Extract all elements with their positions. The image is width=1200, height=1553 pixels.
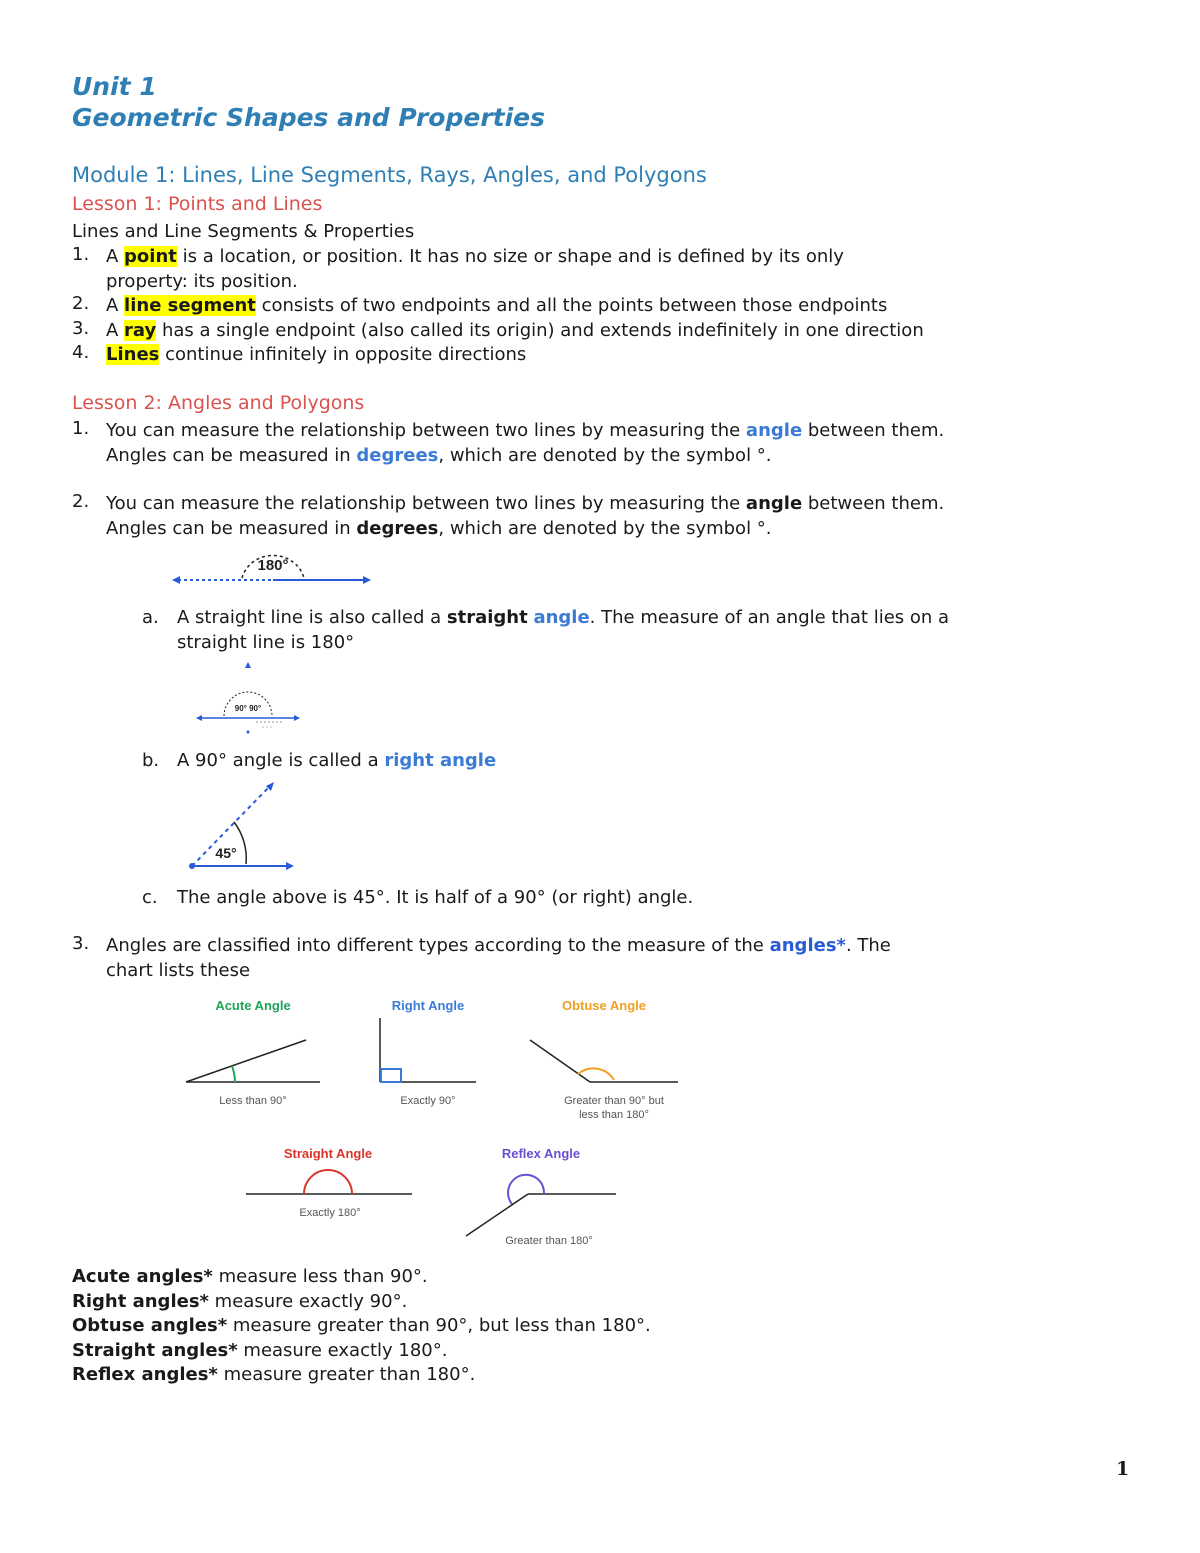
item-text: , which are denoted by the symbol °. — [438, 518, 772, 539]
acute-caption: Less than 90° — [219, 1095, 287, 1107]
definition-item — [72, 1313, 651, 1338]
angle-types-chart — [180, 994, 700, 1250]
term-right-angle: right angle — [384, 750, 497, 771]
list-number: 2. — [72, 491, 90, 512]
list-item-continued: chart lists these — [106, 960, 251, 981]
list-item — [106, 491, 944, 516]
definition-text: measure greater than 90°, but less than 180°. — [227, 1315, 651, 1336]
arrow-right-icon — [363, 576, 371, 584]
list-item — [106, 293, 887, 318]
angle-label: 90° 90° — [234, 704, 262, 713]
lesson1-title: Lesson 1: Points and Lines — [72, 193, 323, 215]
list-number: 1. — [72, 418, 90, 439]
right-title: Right Angle — [391, 998, 465, 1013]
list-item — [106, 418, 944, 443]
item-text: between them. — [802, 493, 945, 514]
straight-arc — [304, 1170, 352, 1194]
list-number: 2. — [72, 293, 90, 314]
straight-title: Straight Angle — [283, 1146, 373, 1161]
list-number: 3. — [72, 933, 90, 954]
angle-label: 45° — [215, 845, 237, 861]
obtuse-caption-2: less than 180° — [579, 1109, 649, 1121]
list-item — [106, 342, 526, 367]
straight-angle-figure — [168, 544, 378, 590]
definition-item — [72, 1264, 428, 1289]
sub-item — [177, 748, 496, 773]
item-text: A 90° angle is called a — [177, 750, 385, 771]
definition-term: Straight angles* — [72, 1340, 238, 1361]
item-text: between them. — [802, 420, 945, 441]
definition-term: Right angles* — [72, 1291, 209, 1312]
item-text: is a location, or position. It has no size or shape and is defined by its only — [176, 246, 844, 267]
sub-letter: b. — [142, 750, 160, 771]
obtuse-caption-1: Greater than 90° but — [564, 1095, 664, 1107]
item-text: A straight line is also called a — [177, 607, 447, 628]
item-text: Angles can be measured in — [106, 445, 357, 466]
unit-subtitle: Geometric Shapes and Properties — [72, 103, 545, 132]
definition-term: Acute angles* — [72, 1266, 213, 1287]
item-text: . The measure of an angle that lies on a — [589, 607, 950, 628]
item-text: has a single endpoint (also called its origin) and extends indefinitely in one direction — [156, 320, 924, 341]
reflex-arc — [508, 1175, 544, 1204]
lesson1-heading: Lines and Line Segments & Properties — [72, 221, 415, 242]
list-number: 4. — [72, 342, 90, 363]
definition-text: measure less than 90°. — [212, 1266, 428, 1287]
list-number: 1. — [72, 244, 90, 265]
term-angles: angles* — [769, 935, 846, 956]
module-title: Module 1: Lines, Line Segments, Rays, Angles, and Polygons — [72, 163, 707, 187]
term-line-segment: line segment — [124, 295, 256, 316]
angle-label: 180° — [257, 557, 289, 574]
definition-term: Obtuse angles* — [72, 1315, 228, 1336]
item-text: . The — [845, 935, 891, 956]
item-text: You can measure the relationship between two lines by measuring the — [106, 420, 746, 441]
term-degrees: degrees — [356, 445, 439, 466]
item-text: A — [106, 295, 125, 316]
acute-arc — [232, 1066, 235, 1082]
list-item — [106, 244, 844, 269]
item-text: continue infinitely in opposite directions — [159, 344, 527, 365]
obtuse-title: Obtuse Angle — [561, 998, 647, 1013]
definition-item — [72, 1289, 407, 1314]
acute-ray — [186, 1040, 306, 1082]
definition-term: Reflex angles* — [72, 1364, 218, 1385]
sub-item: The angle above is 45°. It is half of a 90° (or right) angle. — [177, 887, 694, 908]
acute-title: Acute Angle — [215, 998, 291, 1013]
list-item-continued — [106, 516, 772, 541]
arrow-right-icon — [286, 862, 294, 870]
term-lines: Lines — [106, 344, 160, 365]
sub-item — [177, 605, 949, 630]
sub-letter: a. — [142, 607, 159, 628]
term-degrees: degrees — [356, 518, 439, 539]
reflex-title: Reflex Angle — [501, 1146, 581, 1161]
reflex-ray — [466, 1194, 528, 1236]
term-angle: angle — [745, 493, 803, 514]
list-item-continued — [106, 443, 772, 468]
sub-item-continued: straight line is 180° — [177, 632, 355, 653]
right-angle-mark — [381, 1069, 401, 1082]
item-text: Angles are classified into different types according to the measure of the — [106, 935, 770, 956]
reflex-caption: Greater than 180° — [505, 1235, 593, 1247]
item-text: You can measure the relationship between two lines by measuring the — [106, 493, 746, 514]
page-number: 1 — [1116, 1458, 1130, 1480]
lesson2-title: Lesson 2: Angles and Polygons — [72, 392, 365, 414]
unit-title: Unit 1 — [72, 72, 157, 101]
term-straight: straight — [446, 607, 528, 628]
term-angle: angle — [533, 607, 590, 628]
item-text: Angles can be measured in — [106, 518, 357, 539]
definition-item — [72, 1338, 447, 1363]
definition-text: measure exactly 180°. — [237, 1340, 448, 1361]
obtuse-ray — [530, 1040, 590, 1082]
right-caption: Exactly 90° — [400, 1095, 456, 1107]
right-angles-figure — [192, 660, 304, 736]
item-text: consists of two endpoints and all the points between those endpoints — [255, 295, 888, 316]
list-number: 3. — [72, 318, 90, 339]
item-text: , which are denoted by the symbol °. — [438, 445, 772, 466]
sub-letter: c. — [142, 887, 158, 908]
acute-45-figure — [184, 780, 300, 876]
list-item — [106, 933, 891, 958]
arrow-left-icon — [172, 576, 180, 584]
arrow-right-icon — [294, 715, 300, 721]
arrow-up-icon — [245, 662, 251, 668]
definition-item — [72, 1362, 475, 1387]
arrow-left-icon — [196, 715, 202, 721]
vertex-dot — [189, 863, 195, 869]
term-point: point — [124, 246, 177, 267]
list-item-continued: property: its position. — [106, 271, 298, 292]
term-angle: angle — [745, 420, 803, 441]
item-text: A — [106, 320, 125, 341]
list-item — [106, 318, 924, 343]
item-text: A — [106, 246, 125, 267]
endpoint-dot — [247, 731, 250, 734]
definition-text: measure greater than 180°. — [217, 1364, 476, 1385]
definition-text: measure exactly 90°. — [208, 1291, 408, 1312]
straight-caption: Exactly 180° — [299, 1207, 361, 1219]
term-ray: ray — [124, 320, 157, 341]
